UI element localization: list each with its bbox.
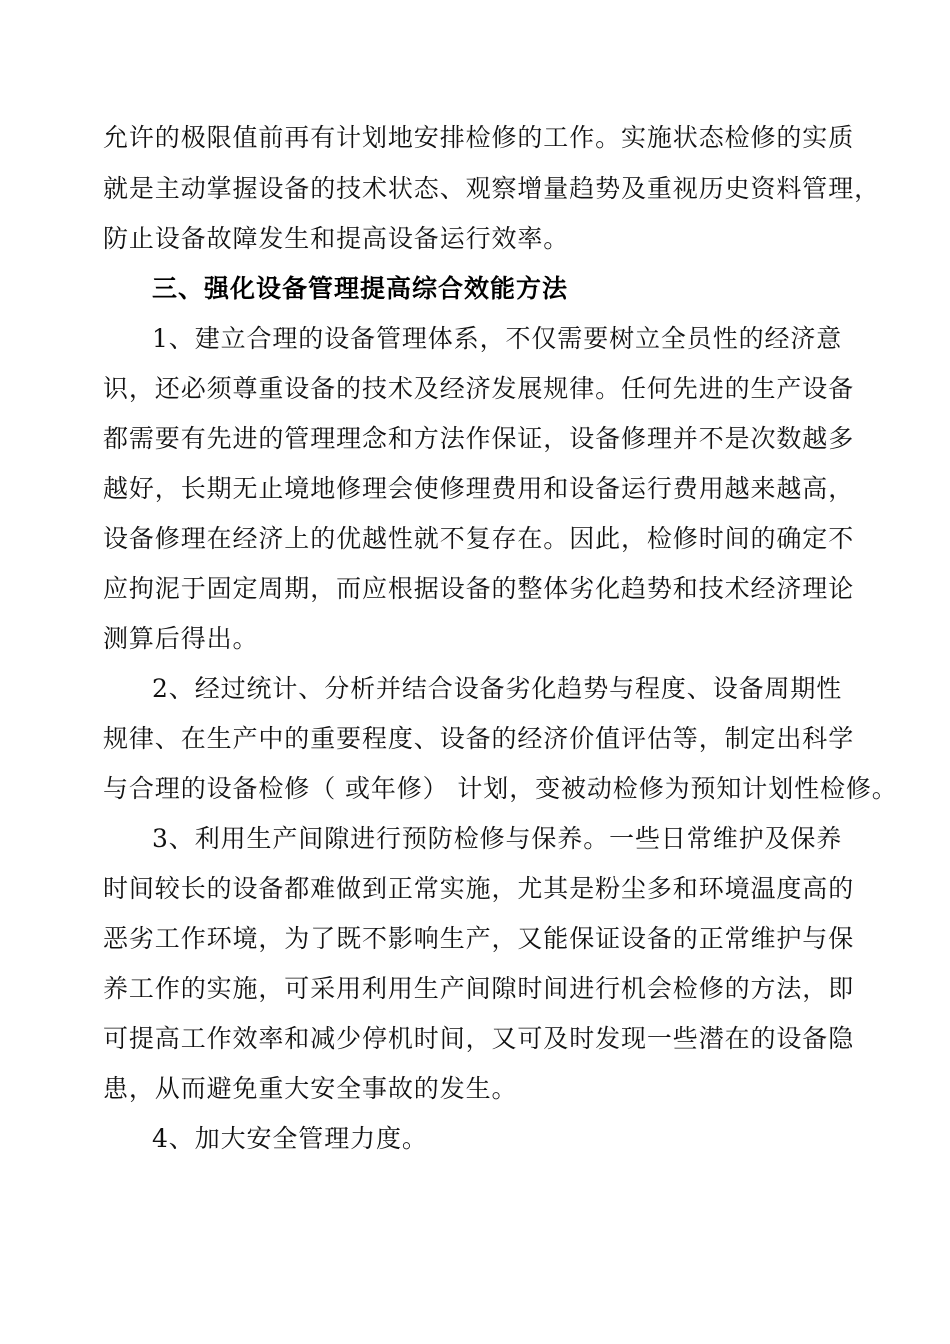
paragraph-line: 应拘泥于固定周期，而应根据设备的整体劣化趋势和技术经济理论	[103, 574, 855, 603]
paragraph-line: 养工作的实施，可采用利用生产间隙时间进行机会检修的方法，即	[103, 974, 855, 1003]
paragraph-line: 就是主动掌握设备的技术状态、观察增量趋势及重视历史资料管理，	[103, 174, 881, 203]
paragraph-line: 识，还必须尊重设备的技术及经济发展规律。任何先进的生产设备	[103, 374, 855, 403]
section-heading: 三、强化设备管理提高综合效能方法	[152, 274, 569, 303]
paragraph-line: 越好，长期无止境地修理会使修理费用和设备运行费用越来越高，	[103, 474, 855, 503]
paragraph-line: 都需要有先进的管理理念和方法作保证，设备修理并不是次数越多	[103, 424, 855, 453]
paragraph-line: 设备修理在经济上的优越性就不复存在。因此，检修时间的确定不	[103, 524, 855, 553]
paragraph-line: 与合理的设备检修（ 或年修） 计划，变被动检修为预知计划性检修。	[103, 774, 898, 803]
paragraph-line: 恶劣工作环境，为了既不影响生产，又能保证设备的正常维护与保	[103, 924, 855, 953]
paragraph-line: 1、建立合理的设备管理体系，不仅需要树立全员性的经济意	[152, 324, 843, 353]
paragraph-line: 防止设备故障发生和提高设备运行效率。	[103, 224, 570, 253]
paragraph-line: 时间较长的设备都难做到正常实施，尤其是粉尘多和环境温度高的	[103, 874, 855, 903]
paragraph-line: 可提高工作效率和减少停机时间，又可及时发现一些潜在的设备隐	[103, 1024, 855, 1053]
paragraph-line: 2、经过统计、分析并结合设备劣化趋势与程度、设备周期性	[152, 674, 843, 703]
paragraph-line: 3、利用生产间隙进行预防检修与保养。一些日常维护及保养	[152, 824, 843, 853]
paragraph-line: 4、加大安全管理力度。	[152, 1124, 428, 1153]
paragraph-line: 规律、在生产中的重要程度、设备的经济价值评估等，制定出科学	[103, 724, 855, 753]
paragraph-line: 患，从而避免重大安全事故的发生。	[103, 1074, 518, 1103]
paragraph-line: 测算后得出。	[103, 624, 259, 653]
paragraph-line: 允许的极限值前再有计划地安排检修的工作。实施状态检修的实质	[103, 123, 855, 152]
